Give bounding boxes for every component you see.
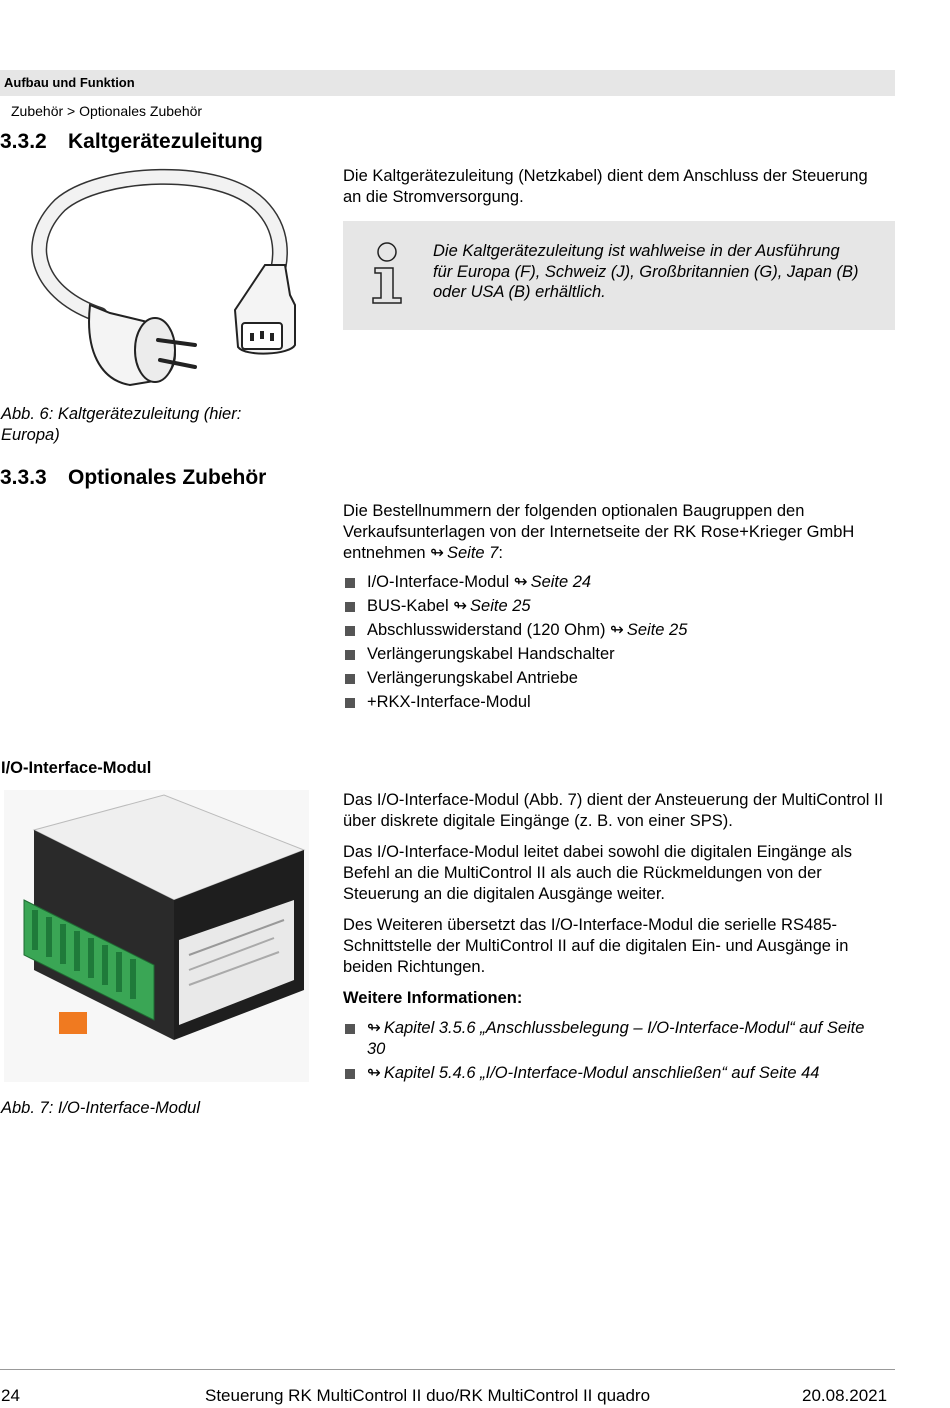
power-cable-image	[20, 165, 310, 395]
io-module-text	[343, 790, 893, 1019]
list-item	[343, 1063, 873, 1084]
document-date: 20.08.2021	[802, 1386, 888, 1405]
list-item	[343, 644, 888, 665]
reference-arrow-icon: ↬	[367, 1019, 381, 1037]
chapter-link[interactable]: Kapitel 5.4.6 „I/O-Interface-Modul anschließen“ auf Seite 44	[383, 1064, 820, 1082]
list-item-text: I/O-Interface-Modul	[367, 573, 514, 591]
section-heading-332	[0, 130, 263, 154]
list-item	[343, 596, 888, 617]
chapter-title: Aufbau und Funktion	[4, 75, 135, 90]
io-module-heading: I/O-Interface-Modul	[1, 759, 152, 777]
page-link[interactable]: Seite 25	[626, 621, 688, 639]
reference-arrow-icon: ↬	[610, 621, 624, 639]
page-link[interactable]: Seite 24	[530, 573, 592, 591]
section-332-text: Die Kaltgerätezuleitung (Netzkabel) dient dem Anschluss der Steuerung an die Stromversorgung.	[343, 167, 868, 206]
intro-colon: :	[498, 544, 503, 562]
reference-arrow-icon: ↬	[453, 597, 468, 615]
document-title: Steuerung RK MultiControl II duo/RK MultiControl II quadro	[205, 1386, 651, 1405]
reference-arrow-icon: ↬	[513, 573, 528, 591]
intro-page-link[interactable]: Seite 7	[446, 544, 499, 562]
list-item	[343, 620, 888, 641]
list-item	[343, 572, 888, 593]
section-title: Kaltgerätezuleitung	[68, 130, 263, 153]
paragraph: Das I/O-Interface-Modul leitet dabei sowohl die digitalen Eingänge als Befehl an die MultiControl II als auch die Rückmeldungen von der Steuerung an die digitalen Ausgänge weiter.	[343, 843, 853, 903]
section-number: 3.3.3	[0, 466, 47, 489]
breadcrumb: Zubehör > Optionales Zubehör	[11, 103, 203, 119]
list-item-text: Abschlusswiderstand (120 Ohm)	[367, 621, 611, 639]
list-item-text: Verlängerungskabel Antriebe	[367, 669, 578, 687]
list-item-text: +RKX-Interface-Modul	[367, 693, 531, 711]
section-heading-333	[0, 466, 266, 490]
section-number: 3.3.2	[0, 130, 47, 153]
page-number: 24	[1, 1386, 20, 1405]
paragraph: Des Weiteren übersetzt das I/O-Interface-Modul die serielle RS485-Schnittstelle der MultiControl II auf die digitalen Ein- und Ausgänge in beiden Richtungen.	[343, 916, 849, 976]
list-item	[343, 692, 888, 713]
info-text: Die Kaltgerätezuleitung ist wahlweise in der Ausführung für Europa (F), Schweiz (J), Großbritannien (G), Japan (B) oder USA (B) erhältlich.	[433, 242, 859, 301]
info-icon	[367, 240, 407, 306]
more-info-label: Weitere Informationen:	[343, 989, 523, 1007]
figure-caption-6: Abb. 6: Kaltgerätezuleitung (hier: Europa)	[1, 405, 242, 444]
list-item	[343, 668, 888, 689]
page-link[interactable]: Seite 25	[470, 597, 531, 615]
reference-arrow-icon: ↬	[367, 1064, 381, 1082]
figure-caption-7: Abb. 7: I/O-Interface-Modul	[1, 1099, 201, 1117]
chapter-link[interactable]: Kapitel 3.5.6 „Anschlussbelegung – I/O-Interface-Modul“ auf Seite 30	[367, 1019, 865, 1058]
io-module-links	[343, 1018, 873, 1087]
list-item-text: Verlängerungskabel Handschalter	[367, 645, 615, 663]
list-item	[343, 1018, 873, 1060]
intro-text: Die Bestellnummern der folgenden optionalen Baugruppen den Verkaufsunterlagen von der Internetseite der RK Rose+Krieger GmbH entnehmen	[343, 502, 855, 562]
accessory-list	[343, 572, 888, 716]
footer-divider	[0, 1369, 895, 1370]
paragraph: Das I/O-Interface-Modul (Abb. 7) dient der Ansteuerung der MultiControl II über diskrete digitale Eingänge (z. B. von einer SPS).	[343, 791, 884, 830]
reference-arrow-icon: ↬	[430, 544, 444, 562]
section-title: Optionales Zubehör	[68, 466, 267, 489]
list-item-text: BUS-Kabel	[367, 597, 454, 615]
io-module-image	[4, 790, 309, 1082]
section-333-intro	[343, 501, 888, 564]
